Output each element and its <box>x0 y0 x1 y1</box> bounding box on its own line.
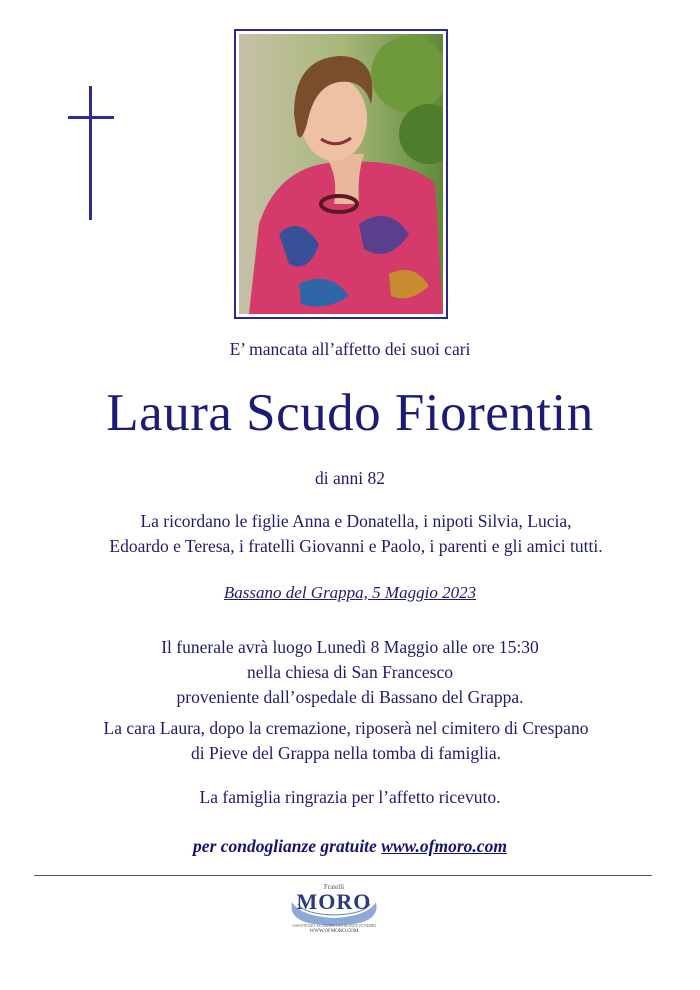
cremation-line: La cara Laura, dopo la cremazione, riposerà nel cimitero di Crespano <box>103 718 589 738</box>
funeral-line: nella chiesa di San Francesco <box>246 662 454 682</box>
portrait-photo <box>234 29 448 319</box>
age-text: di anni 82 <box>315 468 385 488</box>
logo-fratelli: Fratelli <box>323 883 345 891</box>
moro-logo <box>284 880 384 940</box>
cross-icon <box>68 86 114 220</box>
divider <box>34 875 652 876</box>
logo-brand: MORO <box>296 889 372 914</box>
condolences-prefix: per condoglianze gratuite <box>193 836 377 856</box>
deceased-name: Laura Scudo Fiorentin <box>106 384 594 442</box>
remembrance-line: Edoardo e Teresa, i fratelli Giovanni e Paolo, i parenti e gli amici tutti. <box>109 536 603 556</box>
thanks-text: La famiglia ringrazia per l’affetto ricevuto. <box>199 787 501 807</box>
logo-tagline: ASSISTENZA FUNEBRE ONORANZE FUNEBRI <box>291 923 377 928</box>
funeral-line: Il funerale avrà luogo Lunedì 8 Maggio alle ore 15:30 <box>161 637 539 657</box>
funeral-paragraph <box>0 635 700 710</box>
cremation-line: di Pieve del Grappa nella tomba di famiglia. <box>190 743 502 763</box>
remembrance-line: La ricordano le figlie Anna e Donatella, i nipoti Silvia, Lucia, <box>140 511 572 531</box>
place-date <box>0 583 700 603</box>
place-date-text: Bassano del Grappa, 5 Maggio 2023 <box>223 583 477 602</box>
remembrance-paragraph <box>0 509 700 559</box>
logo-web: WWW.OFMORO.COM <box>309 929 359 934</box>
cremation-paragraph <box>0 716 700 766</box>
condolences-link[interactable]: www.ofmoro.com <box>381 836 507 856</box>
condolences-line <box>0 836 700 857</box>
funeral-line: proveniente dall’ospedale di Bassano del Grappa. <box>176 687 524 707</box>
intro-text: E’ mancata all’affetto dei suoi cari <box>229 339 471 359</box>
